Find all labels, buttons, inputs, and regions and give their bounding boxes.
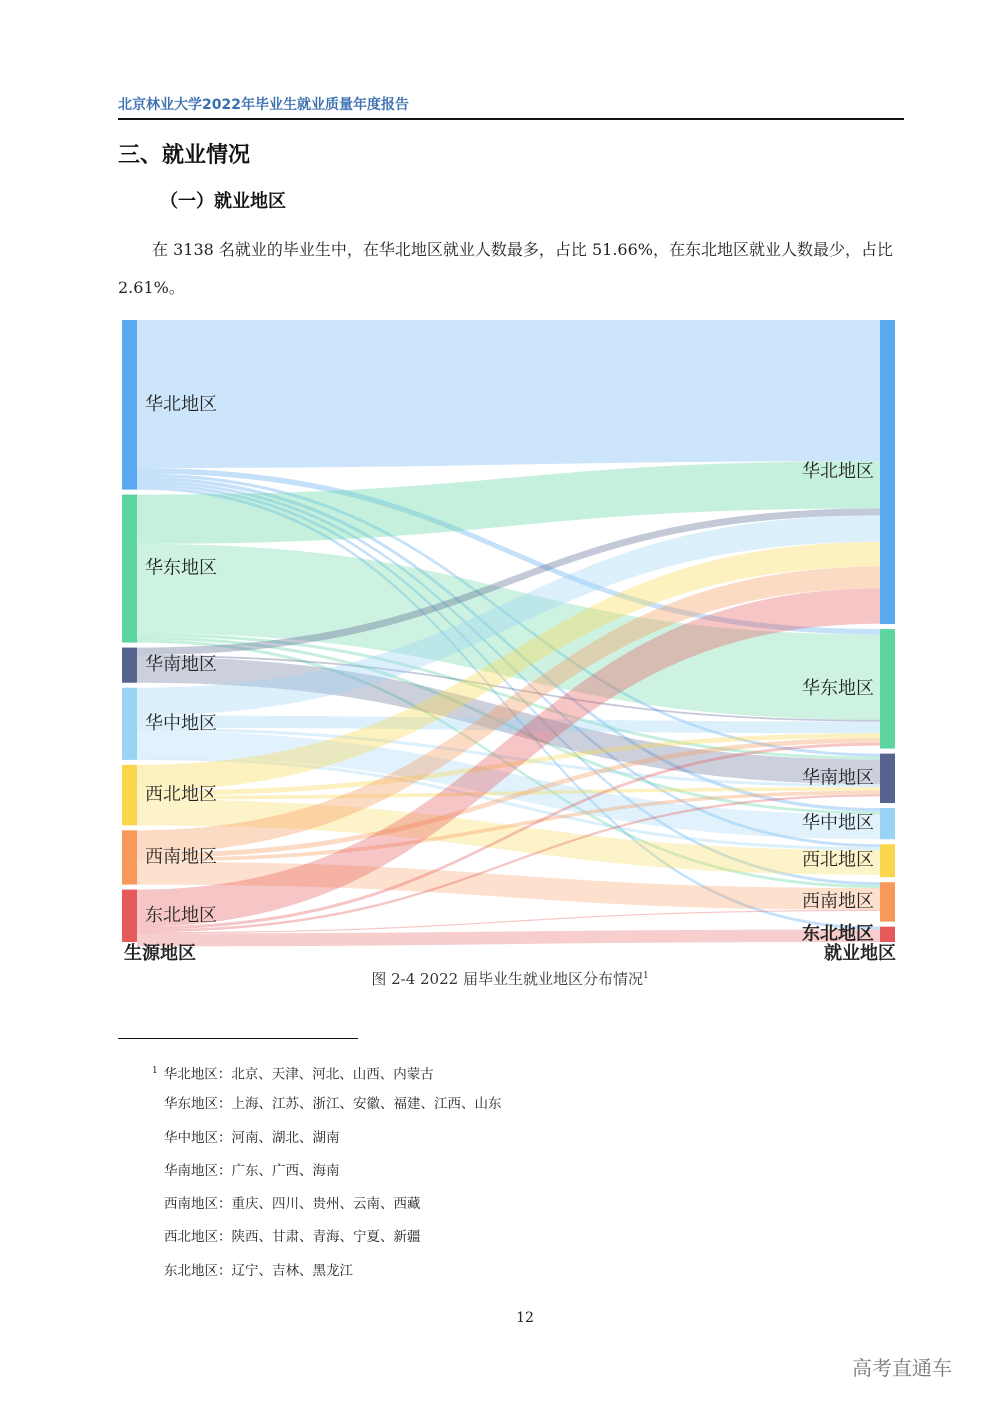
header-rule: [118, 118, 904, 120]
watermark: 高考直通车: [852, 1356, 952, 1380]
footnotes: [152, 1058, 502, 1291]
sankey-chart: [118, 314, 908, 964]
target-node-bar: [880, 882, 895, 921]
subsection-title: （一）就业地区: [160, 191, 286, 212]
footnote-line: 华东地区：上海、江苏、浙江、安徽、福建、江西、山东: [164, 1096, 502, 1113]
footnote-line: 西南地区：重庆、四川、贵州、云南、西藏: [164, 1196, 421, 1213]
source-axis-label: 生源地区: [124, 943, 196, 964]
source-node-bar: [122, 648, 137, 683]
figure-caption-text: 图 2-4 2022 届毕业生就业地区分布情况: [371, 970, 643, 988]
page-number: 12: [516, 1310, 534, 1326]
summary-paragraph: 在 3138 名就业的毕业生中，在华北地区就业人数最多，占比 51.66%，在东北地区就业人数最少，占比 2.61%。: [118, 240, 893, 297]
target-node-label: 西南地区: [802, 890, 874, 912]
target-node-label: 华南地区: [802, 767, 874, 789]
target-node-label: 华中地区: [802, 812, 874, 834]
target-node-bar: [880, 754, 895, 803]
source-node-label: 华东地区: [145, 557, 217, 579]
source-node-label: 西南地区: [145, 846, 217, 868]
source-node-bar: [122, 830, 137, 884]
source-node-bar: [122, 320, 137, 490]
section-title: 三、就业情况: [118, 143, 251, 168]
source-node-label: 西北地区: [145, 784, 217, 806]
source-node-bar: [122, 495, 137, 643]
target-node-bar: [880, 927, 895, 942]
target-node-label: 西北地区: [802, 849, 874, 871]
target-node-bar: [880, 808, 895, 839]
source-node-bar: [122, 765, 137, 825]
target-node-bar: [880, 844, 895, 877]
target-node-bar: [880, 629, 895, 748]
target-node-label: 华北地区: [802, 461, 874, 483]
report-header: 北京林业大学2022年毕业生就业质量年度报告: [118, 97, 409, 113]
figure-caption: [0, 968, 992, 989]
footnote-line: 华中地区：河南、湖北、湖南: [164, 1129, 340, 1146]
target-node-label: 东北地区: [802, 923, 874, 945]
target-axis-label: 就业地区: [824, 943, 896, 964]
source-node-bar: [122, 890, 137, 942]
footnote-line: 西北地区：陕西、甘肃、青海、宁夏、新疆: [164, 1229, 421, 1246]
target-node-label: 华东地区: [802, 677, 874, 699]
footnote-line: 华南地区：广东、广西、海南: [164, 1162, 340, 1179]
target-node-bar: [880, 320, 895, 624]
source-node-label: 华南地区: [145, 654, 217, 676]
figure-caption-note-mark: 1: [642, 971, 649, 981]
footnote-mark: 1: [152, 1066, 158, 1076]
footnote-line: $^1$ 华北地区：北京、天津、河北、山西、内蒙古: [152, 1066, 434, 1083]
sankey-flow: [137, 320, 880, 468]
footnote-rule: [118, 1038, 358, 1039]
footnote-line: 东北地区：辽宁、吉林、黑龙江: [164, 1262, 353, 1279]
source-node-label: 东北地区: [145, 904, 217, 926]
source-node-label: 华中地区: [145, 712, 217, 734]
source-node-bar: [122, 688, 137, 760]
source-node-label: 华北地区: [145, 393, 217, 415]
